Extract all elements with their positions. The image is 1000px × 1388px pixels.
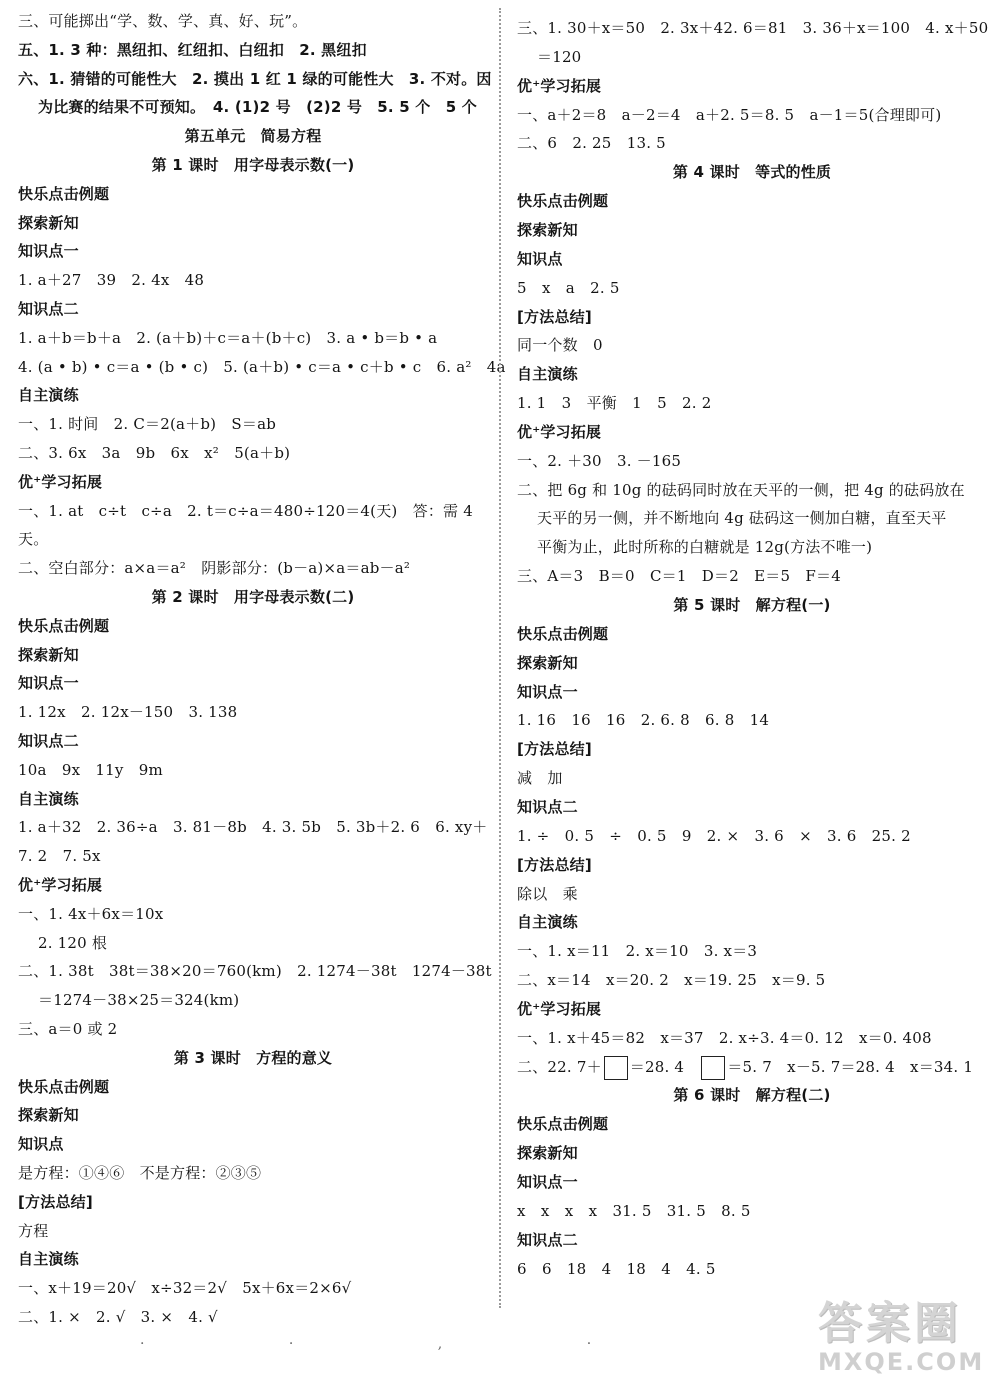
- answer-line: 二、3. 6x 3a 9b 6x x² 5(a＋b): [18, 444, 291, 462]
- column-divider: [499, 8, 501, 1308]
- subsection-label: 快乐点击例题: [18, 1077, 110, 1096]
- watermark-url: MXQE.COM: [818, 1348, 985, 1376]
- subsection-label: 知识点一: [18, 242, 79, 261]
- section-heading: 第 2 课时 用字母表示数(二): [151, 588, 355, 606]
- section-heading: 第 3 课时 方程的意义: [173, 1048, 333, 1067]
- watermark-title: 答案圈: [818, 1298, 962, 1349]
- subsection-label: 知识点: [517, 249, 563, 268]
- answer-line: 1. a＋32 2. 36÷a 3. 81－8b 4. 3. 5b 5. 3b＋2. 6 6. xy＋: [18, 818, 488, 837]
- answer-line: 1. 16 16 16 2. 6. 8 6. 8 14: [517, 711, 770, 730]
- subsection-label: 自主演练: [517, 365, 578, 384]
- answer-line: 同一个数 0: [517, 336, 603, 355]
- subsection-label: 探索新知: [517, 220, 578, 239]
- subsection-label: 快乐点击例题: [517, 624, 609, 643]
- answer-line: 是方程：①④⑥ 不是方程：②③⑤: [18, 1164, 262, 1182]
- answer-line: 三、A＝3 B＝0 C＝1 D＝2 E＝5 F＝4: [517, 567, 841, 586]
- answer-line: 5 x a 2. 5: [517, 278, 620, 297]
- subsection-label: 自主演练: [517, 913, 578, 932]
- subsection-label: 探索新知: [517, 1144, 578, 1163]
- answer-line: 三、a＝0 或 2: [18, 1020, 118, 1038]
- subsection-label: 知识点一: [18, 674, 79, 693]
- subsection-label: 知识点二: [18, 300, 79, 318]
- answer-line: 一、2. ＋30 3. －165: [517, 451, 682, 470]
- answer-line: 4. (a • b) • c＝a • (b • c) 5. (a＋b) • c＝a • c＋b • c 6. a² 4a: [18, 357, 506, 376]
- subsection-label: 探索新知: [517, 653, 578, 672]
- subsection-label: 六、1. 猜错的可能性大 2. 摸出 1 红 1 绿的可能性大 3. 不对。因: [18, 69, 492, 88]
- answer-line: 1. 12x 2. 12x－150 3. 138: [18, 703, 238, 722]
- answer-line: 方程: [18, 1221, 49, 1240]
- section-heading: 第 5 课时 解方程(一): [673, 596, 831, 614]
- section-heading: 第五单元 简易方程: [184, 127, 322, 146]
- blank-box: [701, 1056, 725, 1080]
- answer-line: 一、1. x＝11 2. x＝10 3. x＝3: [517, 942, 758, 961]
- subsection-label: 快乐点击例题: [18, 616, 110, 635]
- subsection-label: 快乐点击例题: [517, 1115, 609, 1134]
- subsection-label: 知识点二: [517, 1230, 578, 1249]
- subsection-label: [方法总结]: [18, 1192, 93, 1211]
- answer-line: 1. a＋b＝b＋a 2. (a＋b)＋c＝a＋(b＋c) 3. a • b＝b • a: [18, 328, 438, 347]
- answer-line: 二、1. × 2. √ 3. × 4. √: [18, 1308, 218, 1326]
- answer-line: x x x x 31. 5 31. 5 8. 5: [517, 1201, 751, 1220]
- answer-line: ＝1274－38×25＝324(km): [38, 991, 240, 1010]
- section-heading: 第 6 课时 解方程(二): [673, 1086, 831, 1105]
- answer-line: 二、把 6g 和 10g 的砝码同时放在天平的一侧，把 4g 的砝码放在: [517, 480, 965, 499]
- box-line-part: 二、22. 7＋: [517, 1057, 602, 1076]
- subsection-label: 快乐点击例题: [517, 192, 609, 211]
- subsection-label: 优⁺学习拓展: [18, 876, 103, 894]
- subsection-label: 快乐点击例题: [18, 184, 110, 203]
- answer-line: 10a 9x 11y 9m: [18, 760, 163, 779]
- answer-line: 二、6 2. 25 13. 5: [517, 134, 666, 153]
- subsection-label: 探索新知: [18, 213, 79, 232]
- answer-line: 天。: [18, 530, 49, 549]
- watermark-logo: [818, 1300, 994, 1380]
- subsection-label: 探索新知: [18, 1106, 79, 1125]
- subsection-label: 优⁺学习拓展: [517, 999, 602, 1018]
- box-line-part: ＝28. 4: [629, 1057, 700, 1076]
- answer-line-with-blank-boxes: [517, 1053, 987, 1082]
- answer-line: 二、x＝14 x＝20. 2 x＝19. 25 x＝9. 5: [517, 971, 826, 990]
- answer-line: 1. 1 3 平衡 1 5 2. 2: [517, 394, 712, 413]
- answer-line: 三、1. 30＋x＝50 2. 3x＋42. 6＝81 3. 36＋x＝100 4. x＋50: [517, 19, 989, 37]
- blank-box: [604, 1056, 628, 1080]
- subsection-label: 自主演练: [18, 1250, 79, 1269]
- answer-line: 一、1. 时间 2. C＝2(a＋b) S＝ab: [18, 415, 277, 434]
- answer-line: 二、1. 38t 38t＝38×20＝760(km) 2. 1274－38t 1274－38t: [18, 962, 492, 981]
- answer-line: 二、空白部分：a×a＝a² 阴影部分：(b－a)×a＝ab－a²: [18, 559, 411, 578]
- subsection-label: 知识点一: [517, 682, 578, 701]
- answer-line: 天平的另一侧，并不断地向 4g 砝码这一侧加白糖，直至天平: [537, 509, 947, 528]
- subsection-label: 知识点: [18, 1135, 64, 1154]
- subsection-label: 探索新知: [18, 645, 79, 664]
- answer-line: 6 6 18 4 18 4 4. 5: [517, 1259, 716, 1278]
- section-heading: 第 1 课时 用字母表示数(一): [151, 156, 355, 174]
- answer-line: 一、1. 4x＋6x＝10x: [18, 904, 164, 923]
- answer-line: ＝120: [537, 47, 582, 66]
- answer-line: 1. ÷ 0. 5 ÷ 0. 5 9 2. × 3. 6 × 3. 6 25. 2: [517, 826, 911, 845]
- subsection-label: 优⁺学习拓展: [517, 76, 602, 95]
- answer-line: 1. a＋27 39 2. 4x 48: [18, 271, 205, 290]
- answer-line: 一、a＋2＝8 a－2＝4 a＋2. 5＝8. 5 a－1＝5(合理即可): [517, 105, 942, 124]
- subsection-label: 自主演练: [18, 789, 79, 808]
- answer-line: 平衡为止，此时所称的白糖就是 12g(方法不唯一): [537, 538, 873, 557]
- section-heading: 第 4 课时 等式的性质: [672, 163, 832, 182]
- subsection-label: [方法总结]: [517, 855, 592, 874]
- answer-line: 7. 2 7. 5x: [18, 847, 101, 866]
- answer-line: 一、1. x＋45＝82 x＝37 2. x÷3. 4＝0. 12 x＝0. 408: [517, 1028, 932, 1047]
- answer-line: 2. 120 根: [38, 933, 108, 952]
- subsection-label: 知识点二: [517, 797, 578, 816]
- answer-line: 除以 乘: [517, 884, 578, 903]
- answer-line: 三、可能掷出“学、数、学、真、好、玩”。: [18, 12, 308, 30]
- subsection-label: 优⁺学习拓展: [18, 472, 103, 491]
- answer-line: 一、x＋19＝20√ x÷32＝2√ 5x＋6x＝2×6√: [18, 1279, 352, 1298]
- answer-line: 减 加: [517, 769, 563, 788]
- answer-line: 一、1. at c÷t c÷a 2. t＝c÷a＝480÷120＝4(天) 答：需 4: [18, 501, 473, 520]
- subsection-label: 知识点二: [18, 732, 79, 750]
- subsection-label: 五、1. 3 种：黑纽扣、红纽扣、白纽扣 2. 黑纽扣: [18, 40, 367, 59]
- scan-specks: · · , ·: [140, 1336, 662, 1352]
- subsection-label: [方法总结]: [517, 740, 592, 759]
- subsection-label: 为比赛的结果不可预知。 4. (1)2 号 (2)2 号 5. 5 个 5 个: [38, 98, 477, 117]
- subsection-label: [方法总结]: [517, 307, 592, 326]
- box-line-part: ＝5. 7 x－5. 7＝28. 4 x＝34. 1: [727, 1057, 974, 1076]
- subsection-label: 自主演练: [18, 386, 79, 405]
- subsection-label: 优⁺学习拓展: [517, 422, 602, 441]
- subsection-label: 知识点一: [517, 1173, 578, 1191]
